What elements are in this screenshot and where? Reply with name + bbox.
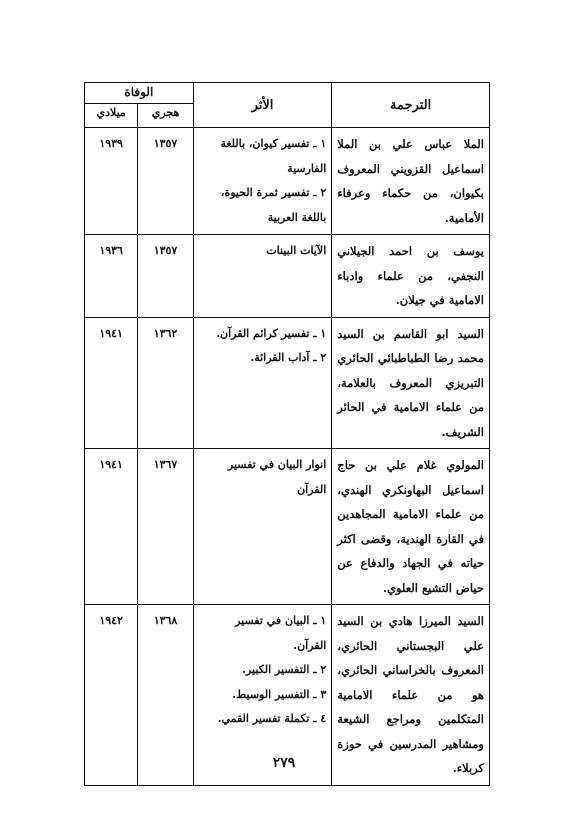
bio-cell: الملا عباس علي بن الملا اسماعيل القزويني المعروف بكيوان، من حكماء وعرفاء الأمامية. [332,128,490,235]
header-death: الوفاة [85,83,194,104]
work-item: ١ ـ البيان في تفسير القرآن. [235,614,327,652]
bio-cell: السيد الميرزا هادي بن السيد علي البجستاني الحائري، المعروف بالخراساني الحائري، هو من علماء الامامية المتكلمين ومراجع الشيعة ومشاهير المدرسين في حوزة كربلاء. [332,605,490,786]
header-gregorian: ميلادي [85,104,138,128]
gregorian-year-cell: ١٩٣٩ [85,128,138,235]
works-cell [193,449,332,605]
biographies-table [84,82,490,786]
gregorian-year-cell: ١٩٤١ [85,449,138,605]
bio-cell: السيد ابو القاسم بن السيد محمد رضا الطباطبائي الحائري التبريزي المعروف بالعلامة، من علماء الامامية في الحائر الشريف. [332,317,490,449]
work-item: ١ ـ تفسير كيوان، باللغة الفارسية [220,137,327,175]
table-row [85,235,490,318]
header-bio: الترجمة [332,83,490,128]
works-cell [193,128,332,235]
works-cell [193,317,332,449]
table-row [85,449,490,605]
header-works: الأثر [193,83,332,128]
bio-cell: يوسف بن احمد الجيلاني النجفي، من علماء وادباء الامامية في جيلان. [332,235,490,318]
header-hijri: هجري [138,104,193,128]
work-item: ٤ ـ تكملة تفسير القمي. [217,712,327,725]
work-item: ٢ ـ التفسير الكبير. [242,663,327,676]
hijri-year-cell: ١٣٥٧ [138,128,193,235]
hijri-year-cell: ١٣٥٧ [138,235,193,318]
gregorian-year-cell: ١٩٣٦ [85,235,138,318]
hijri-year-cell: ١٣٦٢ [138,317,193,449]
hijri-year-cell: ١٣٦٨ [138,605,193,786]
work-item: الآيات البينات [266,244,327,257]
table-row [85,128,490,235]
work-item: ٢ ـ تفسير ثمرة الحيوة، باللغة العربية [220,186,327,224]
work-item: ٢ ـ آداب القرائة. [250,351,327,364]
work-item: انوار البيان في تفسير القرآن [227,458,327,496]
table-row [85,317,490,449]
gregorian-year-cell: ١٩٤١ [85,317,138,449]
work-item: ١ ـ تفسير كرائم القرآن. [216,326,327,340]
hijri-year-cell: ١٣٦٧ [138,449,193,605]
works-cell [193,235,332,318]
bio-cell: المولوي غلام علي بن حاج اسماعيل البهاونكري الهندي، من علماء الامامية المجاهدين في القارة الهندية، وقضى اكثر حياته في الجهاد والدفاع عن حياض التشيع العلوي. [332,449,490,605]
gregorian-year-cell: ١٩٤٢ [85,605,138,786]
page-number: ٢٧٩ [272,755,296,771]
work-item: ٣ ـ التفسير الوسيط. [232,687,327,701]
